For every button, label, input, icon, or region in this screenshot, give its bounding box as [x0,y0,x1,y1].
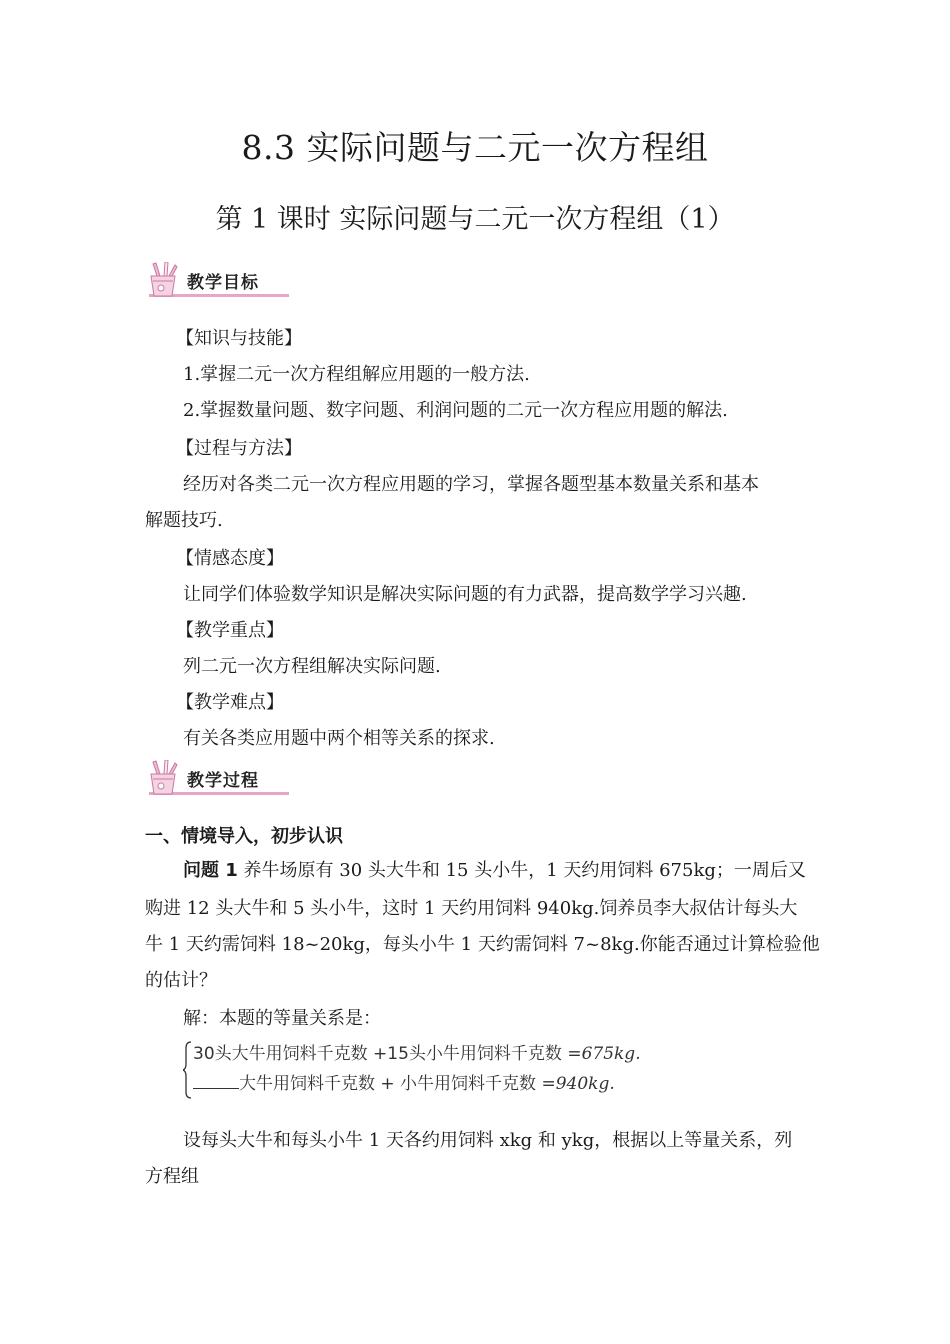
knowledge-heading: 【知识与技能】 [176,328,302,349]
banner-label: 教学目标 [187,273,259,293]
page-title: 8.3 实际问题与二元一次方程组 [241,128,709,167]
knowledge-item-1: 1.掌握二元一次方程组解应用题的一般方法. [183,364,530,385]
problem-line-3: 牛 1 天约需饲料 18~20kg，每头小牛 1 天约需饲料 7~8kg.你能否通过计算检验他 [145,934,820,955]
problem-label: 问题 1 [183,860,238,881]
solution-intro: 解：本题的等量关系是： [183,1008,381,1029]
difficulty-text: 有关各类应用题中两个相等关系的探求. [183,728,495,749]
problem-line-4: 的估计？ [145,970,217,991]
key-point-heading: 【教学重点】 [176,620,284,641]
knowledge-item-2: 2.掌握数量问题、数字问题、利润问题的二元一次方程应用题的解法. [183,400,728,421]
equation-1 [193,1042,641,1066]
teaching-process-banner [145,760,293,800]
equation-system [183,1040,703,1100]
problem-line-1 [183,858,806,884]
teaching-goals-banner [145,262,293,302]
process-heading: 【过程与方法】 [176,438,302,459]
lesson-subtitle: 第 1 课时 实际问题与二元一次方程组（1） [215,204,735,235]
process-text-line-2: 解题技巧. [145,510,223,531]
banner-label: 教学过程 [187,771,259,791]
setup-line-2: 方程组 [145,1166,199,1187]
blank-fill-in [193,1072,239,1089]
equation-2-left: 大牛用饲料千克数 + 小牛用饲料千克数 = [239,1074,556,1094]
attitude-text: 让同学们体验数学知识是解决实际问题的有力武器，提高数学学习兴趣. [183,584,747,605]
key-point-text: 列二元一次方程组解决实际问题. [183,656,441,677]
attitude-heading: 【情感态度】 [176,548,284,569]
problem-line-2: 购进 12 头大牛和 5 头小牛，这时 1 天约用饲料 940kg.饲养员李大叔估计每头大 [145,898,798,919]
difficulty-heading: 【教学难点】 [176,692,284,713]
problem-text: 养牛场原有 30 头大牛和 15 头小牛，1 天约用饲料 675kg；一周后又 [237,860,806,881]
equation-2 [193,1072,615,1096]
equation-2-right: 940kg. [555,1074,615,1094]
section-heading: 一、情境导入，初步认识 [145,826,343,847]
equation-1-right: 675kg. [581,1044,641,1064]
process-text-line-1: 经历对各类二元一次方程应用题的学习，掌握各题型基本数量关系和基本 [183,474,759,495]
brace-icon [183,1040,193,1100]
equation-1-left: 30头大牛用饲料千克数 +15头小牛用饲料千克数 = [193,1044,582,1064]
setup-line-1: 设每头大牛和每头小牛 1 天各约用饲料 xkg 和 ykg，根据以上等量关系，列 [183,1130,793,1151]
